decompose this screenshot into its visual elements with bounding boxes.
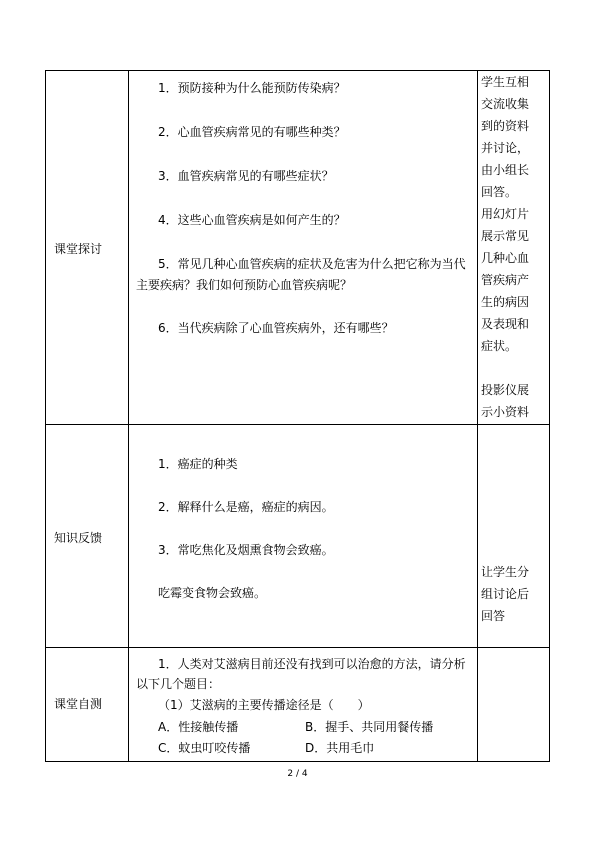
feedback-notes: 让学生分 组讨论后 回答 [481, 565, 530, 623]
self-test-subquestion-1: （1）艾滋病的主要传播途径是（ ） [158, 698, 370, 712]
discussion-question-2: 2．心血管疾病常见的有哪些种类？ [158, 125, 346, 139]
table-border-left [45, 70, 46, 762]
discussion-question-1: 1．预防接种为什么能预防传染病？ [158, 81, 346, 95]
row-divider [45, 424, 550, 425]
discussion-question-5: 5．常见几种心血管疾病的症状及危害为什么把它称为当代 [158, 257, 466, 271]
feedback-item-3: 3．常吃焦化及烟熏食物会致癌。 [158, 543, 334, 557]
column-divider [477, 70, 478, 762]
discussion-notes: 学生互相 交流收集 到的资料 并讨论， 由小组长 回答。 用幻灯片 展示常见 几种心血 管疾病产 生的病因 及表现和 症状。 投影仪展 示小资料 [481, 75, 530, 419]
row-label-feedback: 知识反馈 [54, 531, 103, 545]
feedback-item-1: 1．癌症的种类 [158, 457, 238, 471]
feedback-item-2: 2．解释什么是癌，癌症的病因。 [158, 500, 334, 514]
table-border-right [549, 70, 550, 762]
feedback-item-4: 吃霉变食物会致癌。 [158, 586, 267, 600]
option-b: B．握手、共同用餐传播 [305, 720, 434, 734]
table-border-bottom [45, 761, 550, 762]
option-a: A．性接触传播 [158, 720, 239, 734]
row-divider [45, 647, 550, 648]
row-label-discussion: 课堂探讨 [54, 242, 103, 256]
column-divider [128, 70, 129, 762]
self-test-question-1: 1．人类对艾滋病目前还没有找到可以治愈的方法，请分析 [158, 657, 466, 671]
table-border-top [45, 70, 550, 71]
lesson-table [45, 70, 550, 762]
page-number: 2 / 4 [287, 769, 308, 779]
option-d: D．共用毛巾 [305, 741, 375, 755]
discussion-question-3: 3．血管疾病常见的有哪些症状？ [158, 169, 334, 183]
discussion-question-5-cont: 主要疾病？我们如何预防心血管疾病呢？ [136, 278, 353, 292]
self-test-question-1-cont: 以下几个题目： [136, 677, 221, 691]
discussion-question-4: 4．这些心血管疾病是如何产生的？ [158, 213, 346, 227]
discussion-question-6: 6．当代疾病除了心血管疾病外，还有哪些？ [158, 321, 394, 335]
option-c: C．蚊虫叮咬传播 [158, 741, 251, 755]
row-label-self-test: 课堂自测 [54, 697, 103, 711]
